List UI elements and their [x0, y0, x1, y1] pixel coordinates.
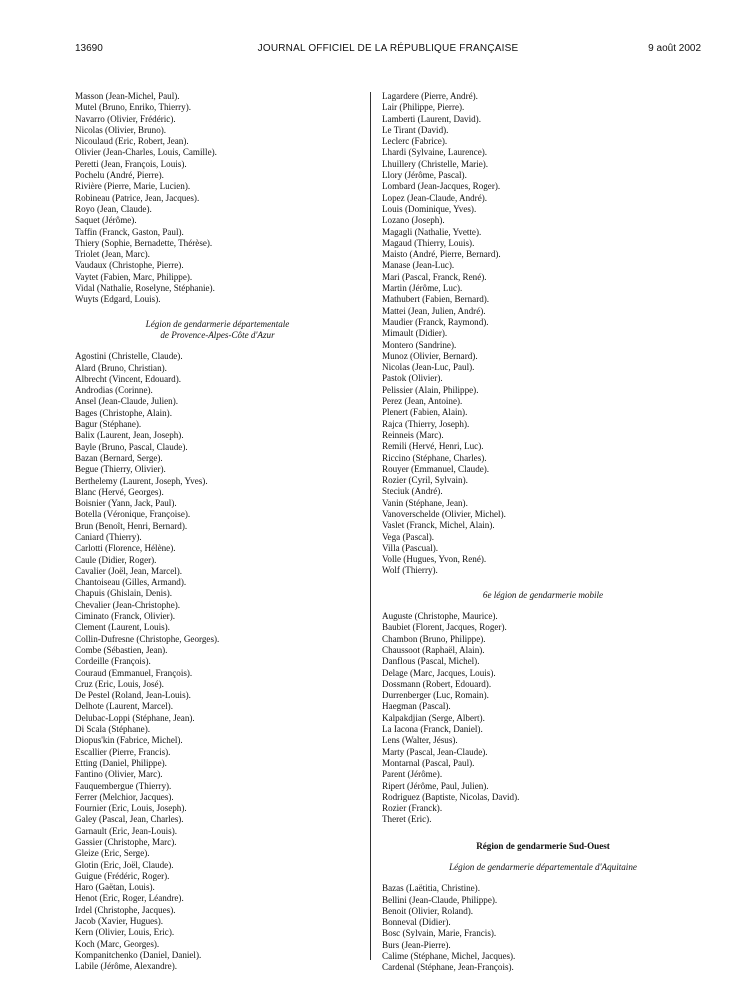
list-item: Lhardi (Sylvaine, Laurence).: [382, 147, 488, 158]
region-heading: Région de gendarmerie Sud-Ouest: [476, 840, 610, 851]
list-item: Balix (Laurent, Jean, Joseph).: [75, 430, 184, 441]
list-item: Koch (Marc, Georges).: [75, 938, 160, 949]
list-item: Mimault (Didier).: [382, 328, 448, 339]
name-list: [75, 351, 360, 972]
list-item: Llory (Jérôme, Pascal).: [382, 170, 467, 181]
list-item: Maisto (André, Pierre, Bernard).: [382, 249, 501, 260]
list-item: Taffin (Franck, Gaston, Paul).: [75, 226, 184, 237]
list-item: Vanin (Stéphane, Jean).: [382, 497, 468, 508]
list-item: Botella (Véronique, Françoise).: [75, 509, 191, 520]
list-item: Carlotti (Florence, Hélène).: [75, 543, 176, 554]
list-item: Diopus'kin (Fabrice, Michel).: [75, 735, 183, 746]
name-list: [75, 91, 360, 306]
list-item: Dossmann (Robert, Edouard).: [382, 678, 492, 689]
list-item: Chambon (Bruno, Philippe).: [382, 633, 486, 644]
list-item: Vega (Pascal).: [382, 531, 435, 542]
list-item: Perez (Jean, Antoine).: [382, 396, 463, 407]
list-item: Pastok (Olivier).: [382, 373, 443, 384]
list-item: Ansel (Jean-Claude, Julien).: [75, 396, 179, 407]
list-item: De Pestel (Roland, Jean-Louis).: [75, 690, 191, 701]
list-item: Lhuillery (Christelle, Marie).: [382, 158, 489, 169]
list-item: Boisnier (Yann, Jack, Paul).: [75, 498, 177, 509]
section-heading-line: de Provence-Alpes-Côte d'Azur: [160, 329, 275, 340]
list-item: Henot (Eric, Roger, Léandre).: [75, 893, 184, 904]
list-item: Lagardere (Pierre, André).: [382, 91, 478, 101]
list-item: Bazas (Laëtitia, Christine).: [382, 883, 480, 894]
list-item: Lens (Walter, Jésus).: [382, 735, 458, 746]
list-item: Pelissier (Alain, Philippe).: [382, 384, 479, 395]
list-item: Rodriguez (Baptiste, Nicolas, David).: [382, 791, 520, 802]
list-item: Kompanitchenko (Daniel, Daniel).: [75, 949, 202, 960]
list-item: Auguste (Christophe, Maurice).: [382, 611, 498, 622]
list-item: Magagli (Nathalie, Yvette).: [382, 226, 482, 237]
list-item: Guigue (Frédéric, Roger).: [75, 870, 170, 881]
list-item: Garnault (Eric, Jean-Louis).: [75, 825, 178, 836]
list-item: Mari (Pascal, Franck, René).: [382, 271, 487, 282]
section-heading: [75, 319, 360, 342]
list-item: Delhote (Laurent, Marcel).: [75, 701, 173, 712]
list-item: Louis (Dominique, Yves).: [382, 203, 477, 214]
list-item: Reinneis (Marc).: [382, 429, 444, 440]
list-item: Couraud (Emmanuel, François).: [75, 667, 193, 678]
list-item: Steciuk (André).: [382, 486, 443, 497]
list-item: Gassier (Christophe, Marc).: [75, 837, 177, 847]
list-item: Montero (Sandrine).: [382, 339, 457, 350]
list-item: Bonneval (Didier).: [382, 917, 451, 928]
list-item: Bages (Christophe, Alain).: [75, 407, 172, 418]
list-item: Lozano (Joseph).: [382, 215, 445, 226]
list-item: Fantino (Olivier, Marc).: [75, 769, 163, 780]
section-heading-line: Légion de gendarmerie départementale: [145, 318, 290, 329]
list-item: Fournier (Eric, Louis, Joseph).: [75, 803, 187, 814]
list-item: Wolf (Thierry).: [382, 565, 438, 576]
list-item: Volle (Hugues, Yvon, René).: [382, 554, 487, 565]
list-item: Cardenal (Stéphane, Jean-François).: [382, 962, 514, 973]
list-item: Danflous (Pascal, Michel).: [382, 656, 480, 667]
section-heading: Légion de gendarmerie départementale d'Aquitaine: [449, 862, 637, 872]
list-item: Haro (Gaëtan, Louis).: [75, 882, 155, 893]
list-item: Bellini (Jean-Claude, Philippe).: [382, 894, 498, 905]
list-item: Rozier (Cyril, Sylvain).: [382, 475, 468, 486]
list-item: Theret (Eric).: [382, 814, 432, 825]
list-item: Montarnal (Pascal, Paul).: [382, 757, 475, 768]
list-item: Calime (Stéphane, Michel, Jacques).: [382, 951, 516, 962]
list-item: Blanc (Hervé, Georges).: [75, 486, 164, 497]
list-item: Alard (Bruno, Christian).: [75, 362, 167, 373]
journal-title: JOURNAL OFFICIEL DE LA RÉPUBLIQUE FRANÇAISE: [257, 43, 519, 54]
list-item: Caule (Didier, Roger).: [75, 554, 157, 565]
list-item: Rajca (Thierry, Joseph).: [382, 418, 470, 429]
list-item: Combe (Sébastien, Jean).: [75, 644, 168, 655]
list-item: Le Tirant (David).: [382, 124, 449, 135]
list-item: Brun (Benoît, Henri, Bernard).: [75, 520, 188, 531]
list-item: Labile (Jérôme, Alexandre).: [75, 961, 178, 972]
list-item: Begue (Thierry, Olivier).: [75, 464, 166, 475]
list-item: Pochelu (André, Pierre).: [75, 170, 164, 181]
list-item: Leclerc (Fabrice).: [382, 136, 448, 147]
left-column: [75, 91, 360, 973]
list-item: Vanoverschelde (Olivier, Michel).: [382, 508, 506, 519]
list-item: Cruz (Eric, Louis, José).: [75, 678, 164, 689]
list-item: Maudier (Franck, Raymond).: [382, 316, 489, 327]
list-item: Marty (Pascal, Jean-Claude).: [382, 746, 488, 757]
list-item: Escallier (Pierre, Francis).: [75, 746, 171, 757]
list-item: Kalpakdjian (Serge, Albert).: [382, 712, 485, 723]
list-item: Chevalier (Jean-Christophe).: [75, 599, 181, 610]
list-item: Parent (Jérôme).: [382, 769, 443, 780]
list-item: Vaslet (Franck, Michel, Alain).: [382, 520, 495, 531]
list-item: Saquet (Jérôme).: [75, 215, 137, 226]
list-item: Cavalier (Joël, Jean, Marcel).: [75, 565, 183, 576]
list-item: Etting (Daniel, Philippe).: [75, 757, 167, 768]
list-item: Benoit (Olivier, Roland).: [382, 905, 474, 916]
list-item: Chantoiseau (Gilles, Armand).: [75, 577, 187, 588]
list-item: Peretti (Jean, François, Louis).: [75, 158, 187, 169]
list-item: Triolet (Jean, Marc).: [75, 249, 150, 260]
list-item: Ripert (Jérôme, Paul, Julien).: [382, 780, 489, 791]
list-item: Lopez (Jean-Claude, André).: [382, 192, 488, 203]
list-item: Galey (Pascal, Jean, Charles).: [75, 814, 184, 825]
list-item: Ferrer (Melchior, Jacques).: [75, 791, 174, 802]
list-item: Bayle (Bruno, Pascal, Claude).: [75, 441, 188, 452]
list-item: Nicolas (Jean-Luc, Paul).: [382, 362, 475, 373]
list-item: Manase (Jean-Luc).: [382, 260, 455, 271]
list-item: Rouyer (Emmanuel, Claude).: [382, 463, 490, 474]
list-item: Remili (Hervé, Henri, Luc).: [382, 441, 484, 452]
list-item: Olivier (Jean-Charles, Louis, Camille).: [75, 147, 217, 158]
list-item: Kern (Olivier, Louis, Eric).: [75, 927, 175, 938]
column-divider: [370, 92, 371, 960]
list-item: Delage (Marc, Jacques, Louis).: [382, 667, 496, 678]
list-item: Gleize (Eric, Serge).: [75, 848, 150, 859]
list-item: Collin-Dufresne (Christophe, Georges).: [75, 633, 220, 644]
list-item: Lamberti (Laurent, David).: [382, 113, 481, 124]
list-item: Martin (Jérôme, Luc).: [382, 283, 463, 294]
list-item: Lombard (Jean-Jacques, Roger).: [382, 181, 501, 192]
list-item: Munoz (Olivier, Bernard).: [382, 350, 478, 361]
list-item: Agostini (Christelle, Claude).: [75, 351, 183, 362]
list-item: Di Scala (Stéphane).: [75, 724, 150, 735]
list-item: Baubiet (Florent, Jacques, Roger).: [382, 622, 507, 633]
list-item: Mutel (Bruno, Enriko, Thierry).: [75, 102, 192, 113]
list-item: Thiery (Sophie, Bernadette, Thérèse).: [75, 237, 213, 248]
name-list: [382, 91, 704, 577]
list-item: Nicolas (Olivier, Bruno).: [75, 124, 167, 135]
list-item: Vaytet (Fabien, Marc, Philippe).: [75, 271, 193, 282]
page-header: [75, 43, 701, 59]
name-list: [382, 883, 704, 973]
list-item: Mattei (Jean, Julien, André).: [382, 305, 486, 316]
list-item: Robineau (Patrice, Jean, Jacques).: [75, 192, 200, 203]
list-item: Albrecht (Vincent, Edouard).: [75, 373, 182, 384]
list-item: Chapuis (Ghislain, Denis).: [75, 588, 172, 599]
list-item: Glotin (Eric, Joël, Claude).: [75, 859, 174, 870]
list-item: Royo (Jean, Claude).: [75, 203, 152, 214]
list-item: Vidal (Nathalie, Roselyne, Stéphanie).: [75, 283, 215, 294]
list-item: Bazan (Bernard, Serge).: [75, 452, 163, 463]
list-item: Clement (Laurent, Louis).: [75, 622, 170, 633]
list-item: Navarro (Olivier, Frédéric).: [75, 113, 176, 124]
list-item: Berthelemy (Laurent, Joseph, Yves).: [75, 475, 208, 486]
list-item: Ciminato (Franck, Olivier).: [75, 611, 176, 622]
list-item: Haegman (Pascal).: [382, 701, 451, 712]
list-item: Irdel (Christophe, Jacques).: [75, 904, 176, 915]
list-item: Delubac-Loppi (Stéphane, Jean).: [75, 712, 195, 723]
publication-date: 9 août 2002: [648, 43, 701, 54]
list-item: Jacob (Xavier, Hugues).: [75, 916, 164, 927]
section-heading: 6e légion de gendarmerie mobile: [482, 589, 604, 600]
list-item: Caniard (Thierry).: [75, 531, 142, 542]
list-item: Bagur (Stéphane).: [75, 419, 142, 430]
list-item: La Iacona (Franck, Daniel).: [382, 724, 483, 735]
list-item: Durrenberger (Luc, Romain).: [382, 690, 489, 701]
list-item: Wuyts (Edgard, Louis).: [75, 294, 161, 305]
list-item: Nicoulaud (Eric, Robert, Jean).: [75, 136, 189, 147]
page-number: 13690: [75, 43, 103, 54]
list-item: Vaudaux (Christophe, Pierre).: [75, 260, 184, 271]
list-item: Burs (Jean-Pierre).: [382, 939, 451, 950]
list-item: Magaud (Thierry, Louis).: [382, 237, 475, 248]
list-item: Androdias (Corinne).: [75, 385, 153, 396]
list-item: Chaussoot (Raphaël, Alain).: [382, 644, 485, 655]
list-item: Fauquembergue (Thierry).: [75, 780, 172, 791]
list-item: Lair (Philippe, Pierre).: [382, 102, 465, 113]
list-item: Rozier (Franck).: [382, 803, 443, 814]
list-item: Riccino (Stéphane, Charles).: [382, 452, 487, 463]
list-item: Mathubert (Fabien, Bernard).: [382, 294, 490, 305]
list-item: Bosc (Sylvain, Marie, Francis).: [382, 928, 497, 939]
list-item: Rivière (Pierre, Marie, Lucien).: [75, 181, 191, 192]
list-item: Villa (Pascual).: [382, 542, 439, 553]
right-column: [382, 91, 704, 974]
name-list: [382, 611, 704, 826]
list-item: Masson (Jean-Michel, Paul).: [75, 91, 180, 101]
list-item: Plenert (Fabien, Alain).: [382, 407, 468, 418]
list-item: Cordeille (François).: [75, 656, 151, 667]
